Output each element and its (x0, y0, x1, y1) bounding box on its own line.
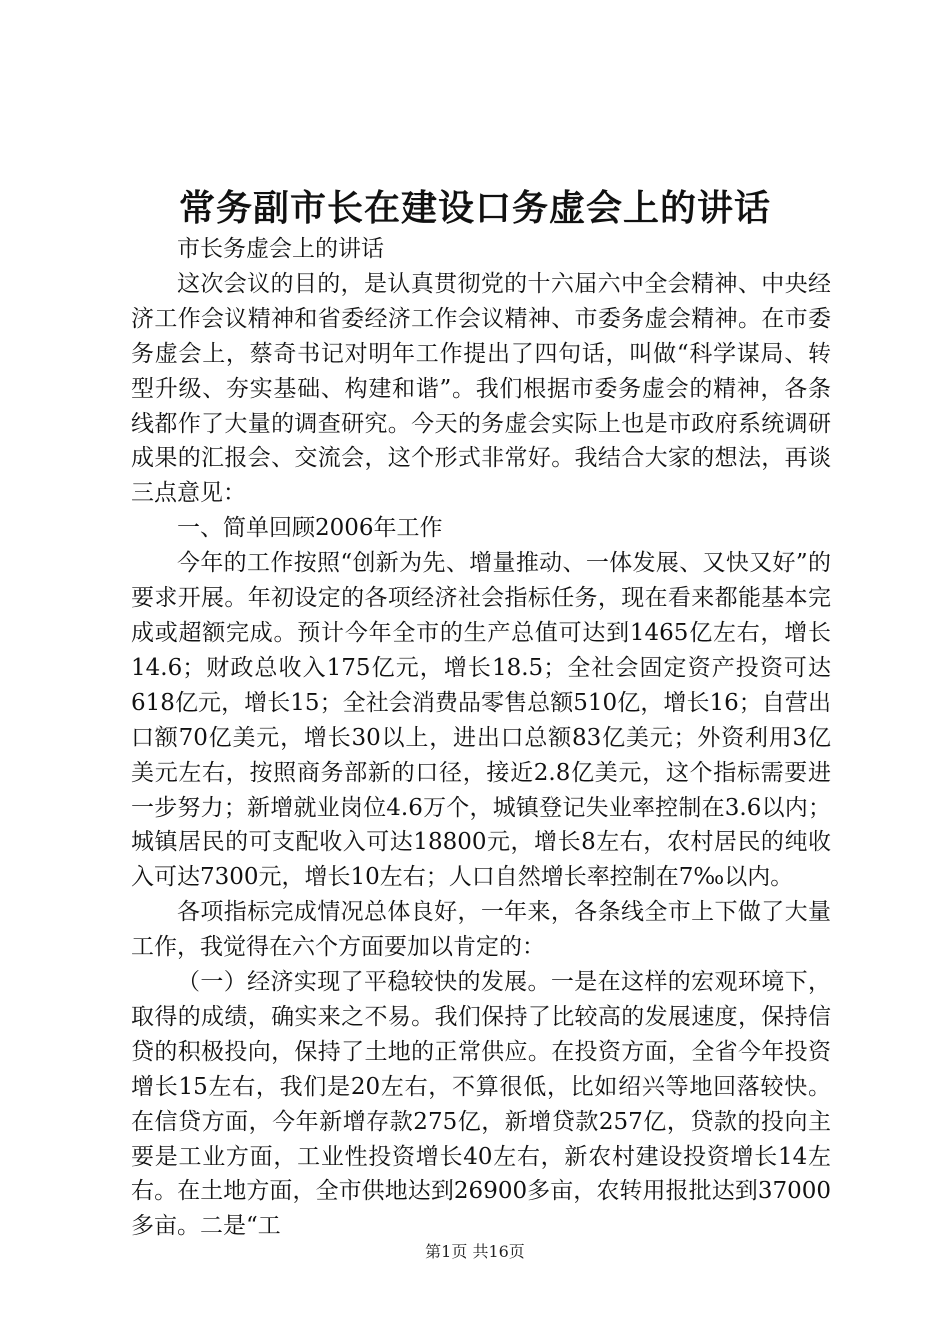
paragraph-section-heading: 一、简单回顾2006年工作 (177, 515, 443, 542)
paragraph-intro: 这次会议的目的，是认真贯彻党的十六届六中全会精神、中央经济工作会议精神和省委经济工作会议精神、市委务虚会精神。在市委务虚会上，蔡奇书记对明年工作提出了四句话，叫做“科学谋局、转型升级、夯实基础、构建和谐”。我们根据市委务虚会的精神，各条线都作了大量的调查研究。今天的务虚会实际上也是市政府系统调研成果的汇报会、交流会，这个形式非常好。我结合大家的想法，再谈三点意见： (131, 270, 831, 507)
document-title: 常务副市长在建设口务虚会上的讲话 (178, 187, 771, 229)
document-body (131, 232, 831, 1244)
page-number-footer: 第1页 共16页 (425, 1242, 525, 1261)
paragraph-economy: （一）经济实现了平稳较快的发展。一是在这样的宏观环境下，取得的成绩，确实来之不易。我们保持了比较高的发展速度，保持信贷的积极投向，保持了土地的正常供应。在投资方面，全省今年投资增长15左右，我们是20左右，不算很低，比如绍兴等地回落较快。在信贷方面，今年新增存款275亿，新增贷款257亿，贷款的投向主要是工业方面，工业性投资增长40左右，新农村建设投资增长14左右。在土地方面，全市供地达到26900多亩，农转用报批达到37000多亩。二是“工 (131, 969, 831, 1240)
paragraph-subtitle: 市长务虚会上的讲话 (177, 236, 384, 262)
paragraph-review: 今年的工作按照“创新为先、增量推动、一体发展、又快又好”的要求开展。年初设定的各项经济社会指标任务，现在看来都能基本完成或超额完成。预计今年全市的生产总值可达到1465亿左右，增长14.6；财政总收入175亿元，增长18.5；全社会固定资产投资可达618亿元，增长15；全社会消费品零售总额510亿，增长16；自营出口额70亿美元，增长30以上，进出口总额83亿美元；外资利用3亿美元左右，按照商务部新的口径，接近2.8亿美元，这个指标需要进一步努力；新增就业岗位4.6万个，城镇登记失业率控制在3.6以内；城镇居民的可支配收入可达18800元，增长8左右，农村居民的纯收入可达7300元，增长10左右；人口自然增长率控制在7‰以内。 (131, 550, 831, 891)
paragraph-summary: 各项指标完成情况总体良好，一年来，各条线全市上下做了大量工作，我觉得在六个方面要加以肯定的： (131, 899, 831, 961)
